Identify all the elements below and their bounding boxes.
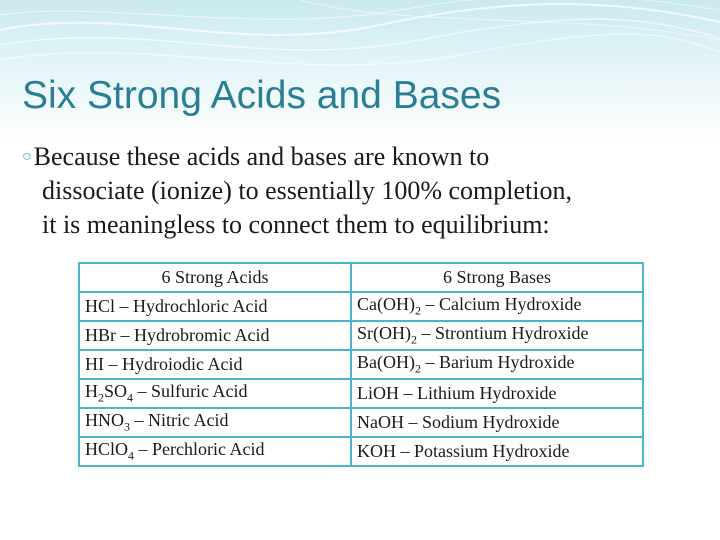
acid-cell: $H_2SO_4$ – Sulfuric Acid [79, 379, 351, 408]
table-row [79, 437, 643, 466]
acid-cell: HI – Hydroiodic Acid [79, 350, 351, 379]
bullet-text-1: Because these acids and bases are known to [33, 142, 490, 171]
table-row [79, 321, 643, 350]
table-row [79, 379, 643, 408]
table-header-row [79, 263, 643, 292]
base-cell: LiOH – Lithium Hydroxide [351, 379, 643, 408]
bullet-line-3: it is meaningless to connect them to equilibrium: [42, 210, 550, 239]
bullet-line-2: dissociate (ionize) to essentially 100% completion, [42, 176, 572, 205]
table-row [79, 292, 643, 321]
base-cell: $Ca(OH)_2$ – Calcium Hydroxide [351, 292, 643, 321]
bullet-icon: ○ [22, 148, 32, 165]
acid-cell: $HNO_3$ – Nitric Acid [79, 408, 351, 437]
header-background [0, 0, 720, 140]
acid-cell: HClO$_4$ – Perchloric Acid [79, 437, 351, 466]
acids-bases-table [78, 262, 644, 467]
base-cell: NaOH – Sodium Hydroxide [351, 408, 643, 437]
bullet-paragraph [22, 140, 702, 242]
wave-decoration [0, 0, 720, 140]
header-acids: 6 Strong Acids [79, 263, 351, 292]
base-cell: $Ba(OH)_2$ – Barium Hydroxide [351, 350, 643, 379]
acid-cell: HCl – Hydrochloric Acid [79, 292, 351, 321]
bullet-line-1 [22, 140, 702, 174]
table-row [79, 350, 643, 379]
base-cell: $Sr(OH)_2$ – Strontium Hydroxide [351, 321, 643, 350]
header-bases: 6 Strong Bases [351, 263, 643, 292]
table-row [79, 408, 643, 437]
acid-cell: HBr – Hydrobromic Acid [79, 321, 351, 350]
base-cell: KOH – Potassium Hydroxide [351, 437, 643, 466]
slide-title: Six Strong Acids and Bases [22, 74, 502, 117]
